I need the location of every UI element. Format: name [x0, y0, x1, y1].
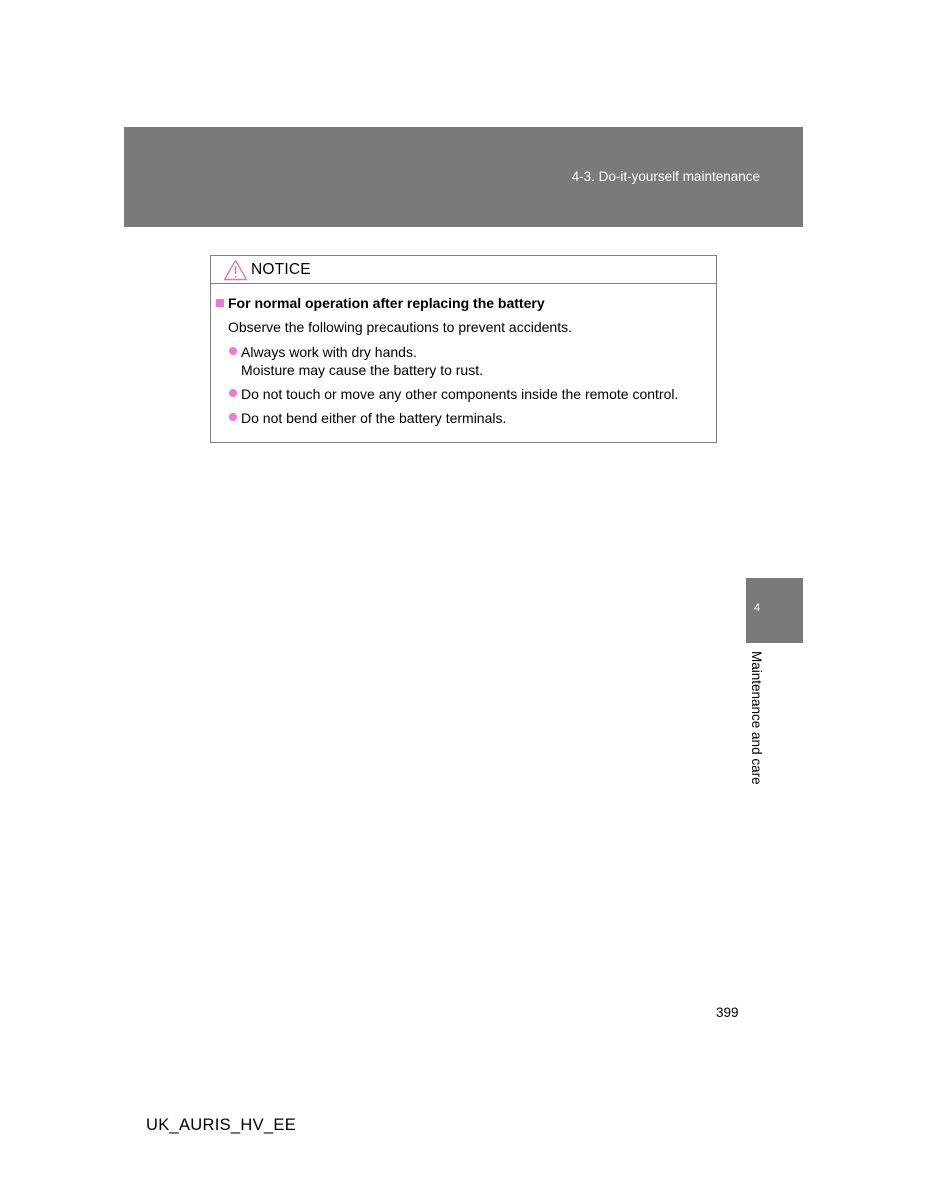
page-number: 399 [716, 1005, 739, 1020]
list-item [229, 343, 483, 379]
dot-bullet-icon [229, 413, 237, 421]
notice-title: NOTICE [251, 260, 311, 278]
list-item-text: Do not touch or move any other components inside the remote control. [241, 386, 679, 402]
chapter-label: Maintenance and care [749, 651, 764, 785]
dot-bullet-icon [229, 389, 237, 397]
list-item [229, 409, 506, 427]
chapter-tab [746, 578, 803, 643]
list-item-text: Do not bend either of the battery terminals. [241, 410, 507, 426]
notice-box [210, 255, 717, 443]
list-item-subtext: Moisture may cause the battery to rust. [241, 362, 483, 378]
dot-bullet-icon [229, 347, 237, 355]
chapter-number: 4 [754, 602, 761, 614]
footer-code: UK_AURIS_HV_EE [146, 1116, 297, 1134]
list-item [229, 385, 678, 403]
warning-triangle-icon [223, 259, 248, 281]
notice-header [211, 256, 716, 284]
section-heading-text: For normal operation after replacing the battery [228, 295, 545, 311]
square-bullet-icon [216, 299, 224, 307]
list-item-text: Always work with dry hands. [241, 344, 417, 360]
intro-text: Observe the following precautions to prevent accidents. [228, 319, 572, 335]
section-heading [216, 295, 545, 311]
chapter-header-bar [124, 127, 803, 227]
section-title: 4-3. Do-it-yourself maintenance [571, 169, 760, 184]
